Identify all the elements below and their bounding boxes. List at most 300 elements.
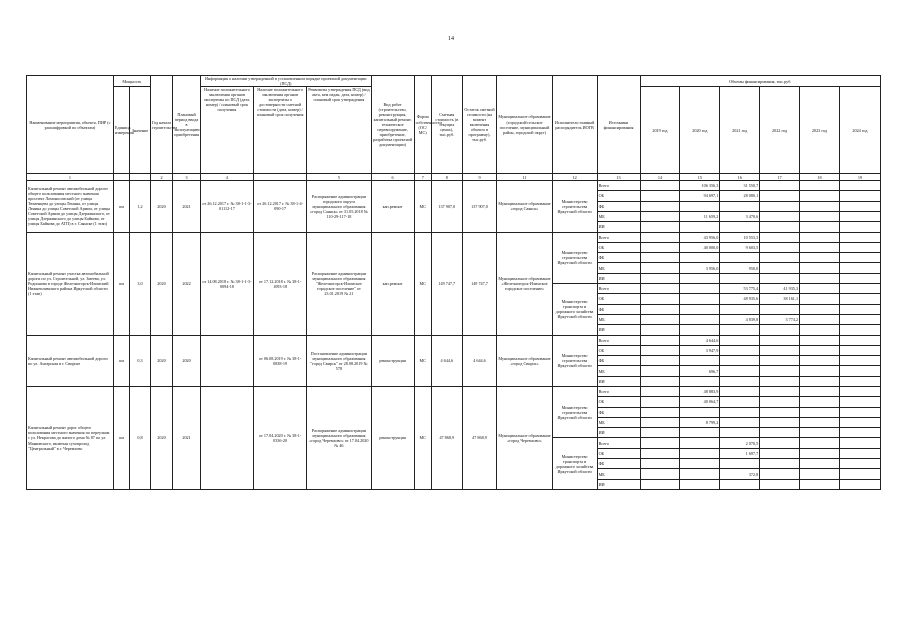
amount-2021 bbox=[720, 222, 760, 232]
header-municipality: Муниципальное образование (городской/сельское поселение, муниципальный район, городской округ) bbox=[497, 76, 552, 174]
amount-2023 bbox=[800, 459, 840, 469]
amount-2022 bbox=[760, 232, 800, 242]
amount-2022 bbox=[760, 417, 800, 427]
amount-2020 bbox=[680, 356, 720, 366]
amount-2020 bbox=[680, 325, 720, 335]
psd-approval: Распоряжение администрации городского округа муниципального образования «город Саянск» от 31.05.2018 № 110-29-117-18 bbox=[307, 181, 371, 232]
amount-2021 bbox=[720, 366, 760, 376]
amount-2019 bbox=[640, 181, 680, 191]
amount-2021 bbox=[720, 273, 760, 283]
amount-2022 bbox=[760, 459, 800, 469]
amount-2020 bbox=[680, 284, 720, 294]
reliability-conclusion: от 06.08.2019 г. № 38-1-0838-19 bbox=[254, 335, 307, 386]
amount-2024 bbox=[839, 314, 880, 324]
header-financing: Объемы финансирования, тыс.руб. bbox=[640, 76, 880, 87]
amount-2020: 40 064,7 bbox=[680, 397, 720, 407]
amount-2019 bbox=[640, 284, 680, 294]
amount-2024 bbox=[839, 459, 880, 469]
start-year: 2020 bbox=[150, 387, 172, 490]
amount-2024 bbox=[839, 294, 880, 304]
amount-2019 bbox=[640, 438, 680, 448]
amount-2023 bbox=[800, 376, 840, 386]
column-number: 18 bbox=[800, 174, 840, 181]
capacity-unit: км bbox=[113, 232, 129, 335]
amount-2019 bbox=[640, 479, 680, 489]
amount-2020 bbox=[680, 459, 720, 469]
executive-ministry: Министерство транспорта и дорожного хозяйства Иркутской области bbox=[552, 438, 597, 489]
work-type: реконструкция bbox=[371, 335, 414, 386]
funding-source: ОБ bbox=[597, 191, 640, 201]
amount-2020: 48 883,9 bbox=[680, 387, 720, 397]
amount-2019 bbox=[640, 469, 680, 479]
amount-2024 bbox=[839, 428, 880, 438]
amount-2024 bbox=[839, 345, 880, 355]
funding-source: ФБ bbox=[597, 304, 640, 314]
object-name: Капитальный ремонт автомобильной дороги по ул. Ангарская в г. Свирске bbox=[27, 335, 114, 386]
amount-2020 bbox=[680, 469, 720, 479]
amount-2021 bbox=[720, 387, 760, 397]
column-number: 9 bbox=[462, 174, 497, 181]
amount-2019 bbox=[640, 448, 680, 458]
work-type: кап.ремонт bbox=[371, 232, 414, 335]
plan-year: 2020 bbox=[173, 335, 201, 386]
amount-2021 bbox=[720, 356, 760, 366]
amount-2019 bbox=[640, 376, 680, 386]
column-number: 15 bbox=[680, 174, 720, 181]
amount-2020: 40 000,0 bbox=[680, 242, 720, 252]
amount-2020 bbox=[680, 376, 720, 386]
amount-2021 bbox=[720, 407, 760, 417]
expertise-conclusion bbox=[200, 335, 253, 386]
amount-2021: 2 070,5 bbox=[720, 438, 760, 448]
object-name: Капитальный ремонт участка автомобильной дороги по ул. Строительной, ул. Змеева, ул. Родионова в городе Железногорск-Илимский Нижнеилимского района Иркутской области (1 этап) bbox=[27, 232, 114, 335]
header-approval: Реквизиты утверждения ПСД (вид акта, кем издан, дата, номер) / плановый срок утверждения bbox=[307, 87, 371, 174]
amount-2019 bbox=[640, 294, 680, 304]
amount-2023 bbox=[800, 335, 840, 345]
amount-2024 bbox=[839, 356, 880, 366]
amount-2024 bbox=[839, 273, 880, 283]
funding-source: МБ bbox=[597, 263, 640, 273]
amount-2020 bbox=[680, 304, 720, 314]
amount-2024 bbox=[839, 211, 880, 221]
amount-2024 bbox=[839, 376, 880, 386]
amount-2024 bbox=[839, 253, 880, 263]
amount-2024 bbox=[839, 469, 880, 479]
financing-row bbox=[27, 181, 881, 191]
funding-source: ФБ bbox=[597, 356, 640, 366]
header-sources: Источники финансирования bbox=[597, 76, 640, 174]
estimate-cost: 149 747,7 bbox=[431, 232, 462, 335]
amount-2020: 3 947,9 bbox=[680, 345, 720, 355]
column-number: 4 bbox=[200, 174, 253, 181]
amount-2023 bbox=[800, 253, 840, 263]
amount-2024 bbox=[839, 201, 880, 211]
amount-2022 bbox=[760, 253, 800, 263]
amount-2022 bbox=[760, 469, 800, 479]
amount-2022 bbox=[760, 191, 800, 201]
amount-2021 bbox=[720, 304, 760, 314]
amount-2024 bbox=[839, 222, 880, 232]
amount-2020 bbox=[680, 294, 720, 304]
header-start-year: Год начала строительства bbox=[150, 76, 172, 174]
amount-2024 bbox=[839, 191, 880, 201]
funding-source: Всего bbox=[597, 387, 640, 397]
funding-source: Всего bbox=[597, 181, 640, 191]
amount-2020: 94 697,1 bbox=[680, 191, 720, 201]
amount-2019 bbox=[640, 263, 680, 273]
amount-2022 bbox=[760, 211, 800, 221]
header-year-2019: 2019 год bbox=[640, 87, 680, 174]
header-plan-year: Плановый период ввода в эксплуатацию/приобретения bbox=[173, 76, 201, 174]
header-executive: Исполнитель-главный распорядитель ИОГВ bbox=[552, 76, 597, 174]
remaining-cost: 4 644,6 bbox=[462, 335, 497, 386]
psd-approval: Распоряжение администрации муниципального образования "Железногорск-Илимское городское поселение" от 23.01.2019 № 21 bbox=[307, 232, 371, 335]
amount-2023 bbox=[800, 314, 840, 324]
reliability-conclusion: от 26.12.2017 г. № 38-1-4-090-17 bbox=[254, 181, 307, 232]
funding-source: ИИ bbox=[597, 376, 640, 386]
funding-source: МБ bbox=[597, 211, 640, 221]
amount-2023 bbox=[800, 201, 840, 211]
page-number: 14 bbox=[448, 36, 454, 42]
amount-2021: 10 553,3 bbox=[720, 232, 760, 242]
expertise-conclusion: от 26.12.2017 г. № 38-1-1-3-01112-17 bbox=[200, 181, 253, 232]
amount-2021 bbox=[720, 376, 760, 386]
ownership-form: МС bbox=[414, 387, 431, 490]
column-number: 5 bbox=[307, 174, 371, 181]
amount-2022 bbox=[760, 397, 800, 407]
amount-2021: 53 775,4 bbox=[720, 284, 760, 294]
capacity-unit: км bbox=[113, 335, 129, 386]
amount-2023 bbox=[800, 304, 840, 314]
start-year: 2020 bbox=[150, 335, 172, 386]
amount-2020: 43 956,0 bbox=[680, 232, 720, 242]
amount-2023 bbox=[800, 387, 840, 397]
plan-year: 2021 bbox=[173, 181, 201, 232]
column-number: 7 bbox=[414, 174, 431, 181]
executive-ministry: Министерство строительства Иркутской области bbox=[552, 335, 597, 386]
funding-source: ОБ bbox=[597, 448, 640, 458]
header-reliability: Наличие положительного заключения органов экспертизы о достоверности сметной стоимости (дата, номер) / плановый срок получения bbox=[254, 87, 307, 174]
capacity-value: 0,8 bbox=[130, 387, 150, 490]
municipality: Муниципальное образование «Железногорск-Илимское городское поселение» bbox=[497, 232, 552, 335]
amount-2019 bbox=[640, 335, 680, 345]
estimate-cost: 47 868,9 bbox=[431, 387, 462, 490]
amount-2022 bbox=[760, 201, 800, 211]
remaining-cost: 137 907,0 bbox=[462, 181, 497, 232]
ownership-form: МС bbox=[414, 335, 431, 386]
column-number: 6 bbox=[371, 174, 414, 181]
funding-source: ОБ bbox=[597, 397, 640, 407]
column-number: 17 bbox=[760, 174, 800, 181]
funding-source: ФБ bbox=[597, 201, 640, 211]
amount-2019 bbox=[640, 201, 680, 211]
amount-2020: 3 956,0 bbox=[680, 263, 720, 273]
amount-2019 bbox=[640, 253, 680, 263]
amount-2019 bbox=[640, 273, 680, 283]
amount-2022 bbox=[760, 387, 800, 397]
amount-2020 bbox=[680, 222, 720, 232]
amount-2019 bbox=[640, 211, 680, 221]
amount-2020 bbox=[680, 273, 720, 283]
amount-2022 bbox=[760, 428, 800, 438]
amount-2023 bbox=[800, 232, 840, 242]
funding-source: МБ bbox=[597, 417, 640, 427]
amount-2020 bbox=[680, 407, 720, 417]
amount-2022: 41 935,3 bbox=[760, 284, 800, 294]
capacity-value: 3,0 bbox=[130, 232, 150, 335]
amount-2021 bbox=[720, 417, 760, 427]
amount-2024 bbox=[839, 387, 880, 397]
object-name: Капитальный ремонт дорог общего пользования местного значения по переулкам с ул. Некрасова до жилого дома № 87 по ул. Маяковского, включая сухопроход "Центральный" в г. Черемхово bbox=[27, 387, 114, 490]
header-year-2023: 2023 год bbox=[800, 87, 840, 174]
funding-source: ИИ bbox=[597, 479, 640, 489]
amount-2022 bbox=[760, 407, 800, 417]
column-number bbox=[254, 174, 307, 181]
amount-2019 bbox=[640, 356, 680, 366]
amount-2021: 3 470,6 bbox=[720, 211, 760, 221]
funding-source: МБ bbox=[597, 469, 640, 479]
funding-source: ИИ bbox=[597, 325, 640, 335]
header-unit: Единица измерения bbox=[113, 87, 129, 174]
amount-2019 bbox=[640, 397, 680, 407]
header-capacity: Мощность bbox=[113, 76, 150, 87]
municipality: Муниципальное образование «город Черемхово» bbox=[497, 387, 552, 490]
amount-2020: 696,7 bbox=[680, 366, 720, 376]
capacity-unit: км bbox=[113, 387, 129, 490]
amount-2021: 950,0 bbox=[720, 263, 760, 273]
amount-2021: 4 839,8 bbox=[720, 314, 760, 324]
amount-2019 bbox=[640, 459, 680, 469]
amount-2022 bbox=[760, 273, 800, 283]
amount-2022 bbox=[760, 438, 800, 448]
funding-source: МБ bbox=[597, 366, 640, 376]
amount-2019 bbox=[640, 325, 680, 335]
amount-2023 bbox=[800, 479, 840, 489]
amount-2024 bbox=[839, 284, 880, 294]
amount-2024 bbox=[839, 304, 880, 314]
column-number: 3 bbox=[173, 174, 201, 181]
header-expertise: Наличие положительного заключения органов экспертизы по ПСД (дата, номер) / плановый срок получения bbox=[200, 87, 253, 174]
amount-2020 bbox=[680, 201, 720, 211]
amount-2021: 28 080,1 bbox=[720, 191, 760, 201]
column-number: 11 bbox=[497, 174, 552, 181]
amount-2019 bbox=[640, 417, 680, 427]
amount-2022: 38 161,1 bbox=[760, 294, 800, 304]
amount-2019 bbox=[640, 345, 680, 355]
funding-source: ИИ bbox=[597, 273, 640, 283]
expertise-conclusion: от 14.08.2018 г. № 38-1-1-3-0094-18 bbox=[200, 232, 253, 335]
header-year-2021: 2021 год bbox=[720, 87, 760, 174]
ownership-form: МС bbox=[414, 181, 431, 232]
amount-2023 bbox=[800, 211, 840, 221]
amount-2020: 11 659,2 bbox=[680, 211, 720, 221]
amount-2023 bbox=[800, 325, 840, 335]
funding-source: ФБ bbox=[597, 253, 640, 263]
column-number: 1 bbox=[27, 174, 114, 181]
amount-2022 bbox=[760, 366, 800, 376]
capacity-unit: км bbox=[113, 181, 129, 232]
amount-2022 bbox=[760, 479, 800, 489]
amount-2024 bbox=[839, 479, 880, 489]
amount-2019 bbox=[640, 304, 680, 314]
amount-2021: 31 550,7 bbox=[720, 181, 760, 191]
amount-2019 bbox=[640, 366, 680, 376]
column-number: 14 bbox=[640, 174, 680, 181]
amount-2022 bbox=[760, 263, 800, 273]
object-name: Капитальный ремонт автомобильной дороги общего пользования местного значения проспект Ломоносовский (от улицы Тюменцева до улицы Ленина, от улицы Ленина до улицы Советской Армии, от улицы Советской Армии до улицы Дзержинского, от улицы Дзержинского до улицы Байкова, от улицы Байкова до АТП) в г. Саянске (1 этап) bbox=[27, 181, 114, 232]
expertise-conclusion bbox=[200, 387, 253, 490]
amount-2024 bbox=[839, 448, 880, 458]
amount-2021 bbox=[720, 459, 760, 469]
plan-year: 2021 bbox=[173, 387, 201, 490]
amount-2023 bbox=[800, 222, 840, 232]
amount-2022 bbox=[760, 181, 800, 191]
municipality: Муниципальное образование «город Саянск» bbox=[497, 181, 552, 232]
amount-2020 bbox=[680, 314, 720, 324]
amount-2020 bbox=[680, 479, 720, 489]
amount-2023 bbox=[800, 263, 840, 273]
remaining-cost: 149 747,7 bbox=[462, 232, 497, 335]
amount-2023 bbox=[800, 428, 840, 438]
column-number: 13 bbox=[597, 174, 640, 181]
amount-2021 bbox=[720, 397, 760, 407]
header-remaining: Остаток сметной стоимости (на момент включения объекта в программу), тыс.руб. bbox=[462, 76, 497, 174]
amount-2021 bbox=[720, 428, 760, 438]
header-value: Значение bbox=[130, 87, 150, 174]
amount-2023 bbox=[800, 469, 840, 479]
header-name: Наименование мероприятия, объекта, ПИР (с расшифровкой по объектам) bbox=[27, 76, 114, 174]
funding-source: Всего bbox=[597, 438, 640, 448]
amount-2023 bbox=[800, 345, 840, 355]
amount-2022 bbox=[760, 304, 800, 314]
amount-2023 bbox=[800, 356, 840, 366]
psd-approval: Распоряжение администрации муниципального образования «город Черемхово» от 17.04.2020 № 46 bbox=[307, 387, 371, 490]
column-number bbox=[130, 174, 150, 181]
amount-2020: 106 356,3 bbox=[680, 181, 720, 191]
amount-2020 bbox=[680, 448, 720, 458]
amount-2024 bbox=[839, 335, 880, 345]
amount-2019 bbox=[640, 314, 680, 324]
amount-2023 bbox=[800, 181, 840, 191]
header-ownership: Форма собственности (ОС/МС) bbox=[414, 76, 431, 174]
amount-2024 bbox=[839, 181, 880, 191]
estimate-cost: 137 907,0 bbox=[431, 181, 462, 232]
ownership-form: МС bbox=[414, 232, 431, 335]
column-number: 16 bbox=[720, 174, 760, 181]
funding-source: Всего bbox=[597, 284, 640, 294]
header-work-type: Вид работ (строительство, реконструкция, капитальный ремонт, техническое перевооружение, приобретение, разработка проектной документации) bbox=[371, 76, 414, 174]
amount-2023 bbox=[800, 284, 840, 294]
plan-year: 2022 bbox=[173, 232, 201, 335]
amount-2021 bbox=[720, 325, 760, 335]
amount-2019 bbox=[640, 232, 680, 242]
amount-2021 bbox=[720, 201, 760, 211]
funding-source: ОБ bbox=[597, 242, 640, 252]
reliability-conclusion: от 17.04.2020 г. № 38-1-0336-20 bbox=[254, 387, 307, 490]
column-number: 8 bbox=[431, 174, 462, 181]
header-estimate: Сметная стоимость (в текущих ценах), тыс.руб. bbox=[431, 76, 462, 174]
amount-2021: 1 697,7 bbox=[720, 448, 760, 458]
amount-2021 bbox=[720, 253, 760, 263]
work-type: кап.ремонт bbox=[371, 181, 414, 232]
amount-2023 bbox=[800, 273, 840, 283]
start-year: 2020 bbox=[150, 181, 172, 232]
amount-2023 bbox=[800, 407, 840, 417]
header-year-2024: 2024 год bbox=[839, 87, 880, 174]
amount-2022 bbox=[760, 242, 800, 252]
amount-2021 bbox=[720, 335, 760, 345]
amount-2021: 372,8 bbox=[720, 469, 760, 479]
amount-2022 bbox=[760, 222, 800, 232]
executive-ministry: Министерство транспорта и дорожного хозяйства Иркутской области bbox=[552, 284, 597, 335]
amount-2023 bbox=[800, 438, 840, 448]
column-number bbox=[113, 174, 129, 181]
amount-2022 bbox=[760, 345, 800, 355]
funding-source: Всего bbox=[597, 335, 640, 345]
amount-2023 bbox=[800, 417, 840, 427]
work-type: реконструкция bbox=[371, 387, 414, 490]
municipality: Муниципальное образование «город Свирск» bbox=[497, 335, 552, 386]
amount-2021: 48 935,6 bbox=[720, 294, 760, 304]
amount-2020 bbox=[680, 253, 720, 263]
amount-2020: 4 644,6 bbox=[680, 335, 720, 345]
amount-2024 bbox=[839, 438, 880, 448]
amount-2021 bbox=[720, 479, 760, 489]
amount-2019 bbox=[640, 222, 680, 232]
funding-source: Всего bbox=[597, 232, 640, 242]
remaining-cost: 47 868,9 bbox=[462, 387, 497, 490]
amount-2019 bbox=[640, 428, 680, 438]
amount-2020: 8 799,2 bbox=[680, 417, 720, 427]
amount-2020 bbox=[680, 438, 720, 448]
amount-2023 bbox=[800, 242, 840, 252]
amount-2019 bbox=[640, 387, 680, 397]
amount-2021 bbox=[720, 345, 760, 355]
amount-2023 bbox=[800, 448, 840, 458]
estimate-cost: 4 644,6 bbox=[431, 335, 462, 386]
amount-2024 bbox=[839, 242, 880, 252]
executive-ministry: Министерство строительства Иркутской области bbox=[552, 387, 597, 438]
amount-2022 bbox=[760, 325, 800, 335]
amount-2024 bbox=[839, 366, 880, 376]
investment-program-table bbox=[26, 75, 881, 490]
amount-2020 bbox=[680, 428, 720, 438]
amount-2024 bbox=[839, 417, 880, 427]
header-year-2020: 2020 год bbox=[680, 87, 720, 174]
amount-2023 bbox=[800, 294, 840, 304]
column-number-row bbox=[27, 174, 881, 181]
funding-source: ИИ bbox=[597, 222, 640, 232]
amount-2022: 3 774,2 bbox=[760, 314, 800, 324]
psd-approval: Постановление администрации муниципального образования "город Свирск" от 28.08.2019 № 578 bbox=[307, 335, 371, 386]
column-number: 19 bbox=[839, 174, 880, 181]
column-number: 12 bbox=[552, 174, 597, 181]
header-psd-group: Информация о наличии утвержденной в установленном порядке проектной документации (ПСД) bbox=[200, 76, 371, 87]
reliability-conclusion: от 17.12.2018 г. № 38-1-1093-18 bbox=[254, 232, 307, 335]
amount-2022 bbox=[760, 356, 800, 366]
amount-2022 bbox=[760, 376, 800, 386]
amount-2022 bbox=[760, 335, 800, 345]
amount-2021: 9 603,5 bbox=[720, 242, 760, 252]
amount-2024 bbox=[839, 325, 880, 335]
column-number: 2 bbox=[150, 174, 172, 181]
capacity-value: 1,2 bbox=[130, 181, 150, 232]
start-year: 2020 bbox=[150, 232, 172, 335]
amount-2023 bbox=[800, 366, 840, 376]
executive-ministry: Министерство строительства Иркутской области bbox=[552, 181, 597, 232]
amount-2024 bbox=[839, 397, 880, 407]
amount-2024 bbox=[839, 232, 880, 242]
